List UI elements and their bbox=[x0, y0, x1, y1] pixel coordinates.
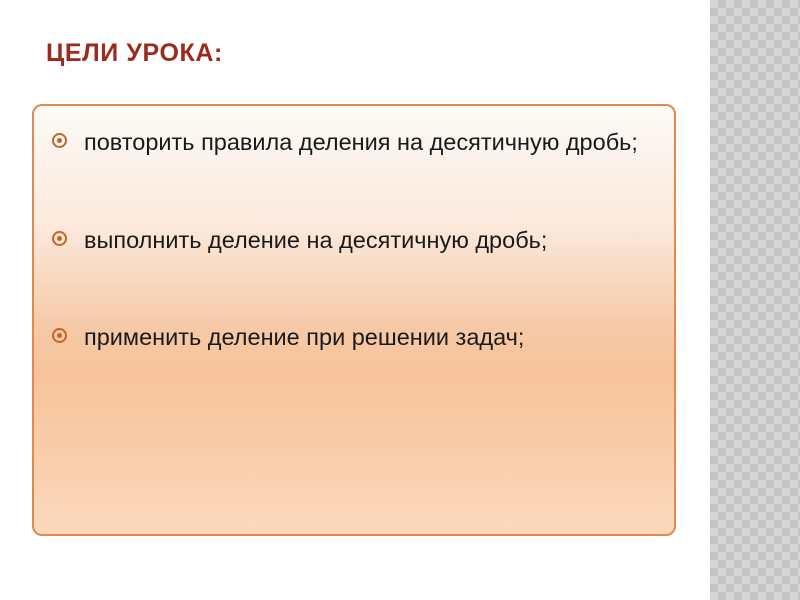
bullet-circle-icon bbox=[52, 231, 67, 246]
objectives-panel bbox=[32, 104, 676, 536]
objectives-list bbox=[48, 128, 656, 353]
bullet-circle-icon bbox=[52, 133, 67, 148]
list-item-label: выполнить деление на десятичную дробь; bbox=[84, 226, 548, 253]
list-item bbox=[48, 128, 656, 158]
list-item-label: применить деление при решении задач; bbox=[84, 324, 525, 351]
list-item bbox=[48, 226, 656, 256]
list-item-label: повторить правила деления на десятичную дробь; bbox=[84, 129, 638, 155]
list-item bbox=[48, 323, 656, 353]
bullet-circle-icon bbox=[52, 328, 67, 343]
page-title: ЦЕЛИ УРОКА: bbox=[46, 39, 223, 67]
checkered-pattern-band bbox=[710, 0, 800, 600]
